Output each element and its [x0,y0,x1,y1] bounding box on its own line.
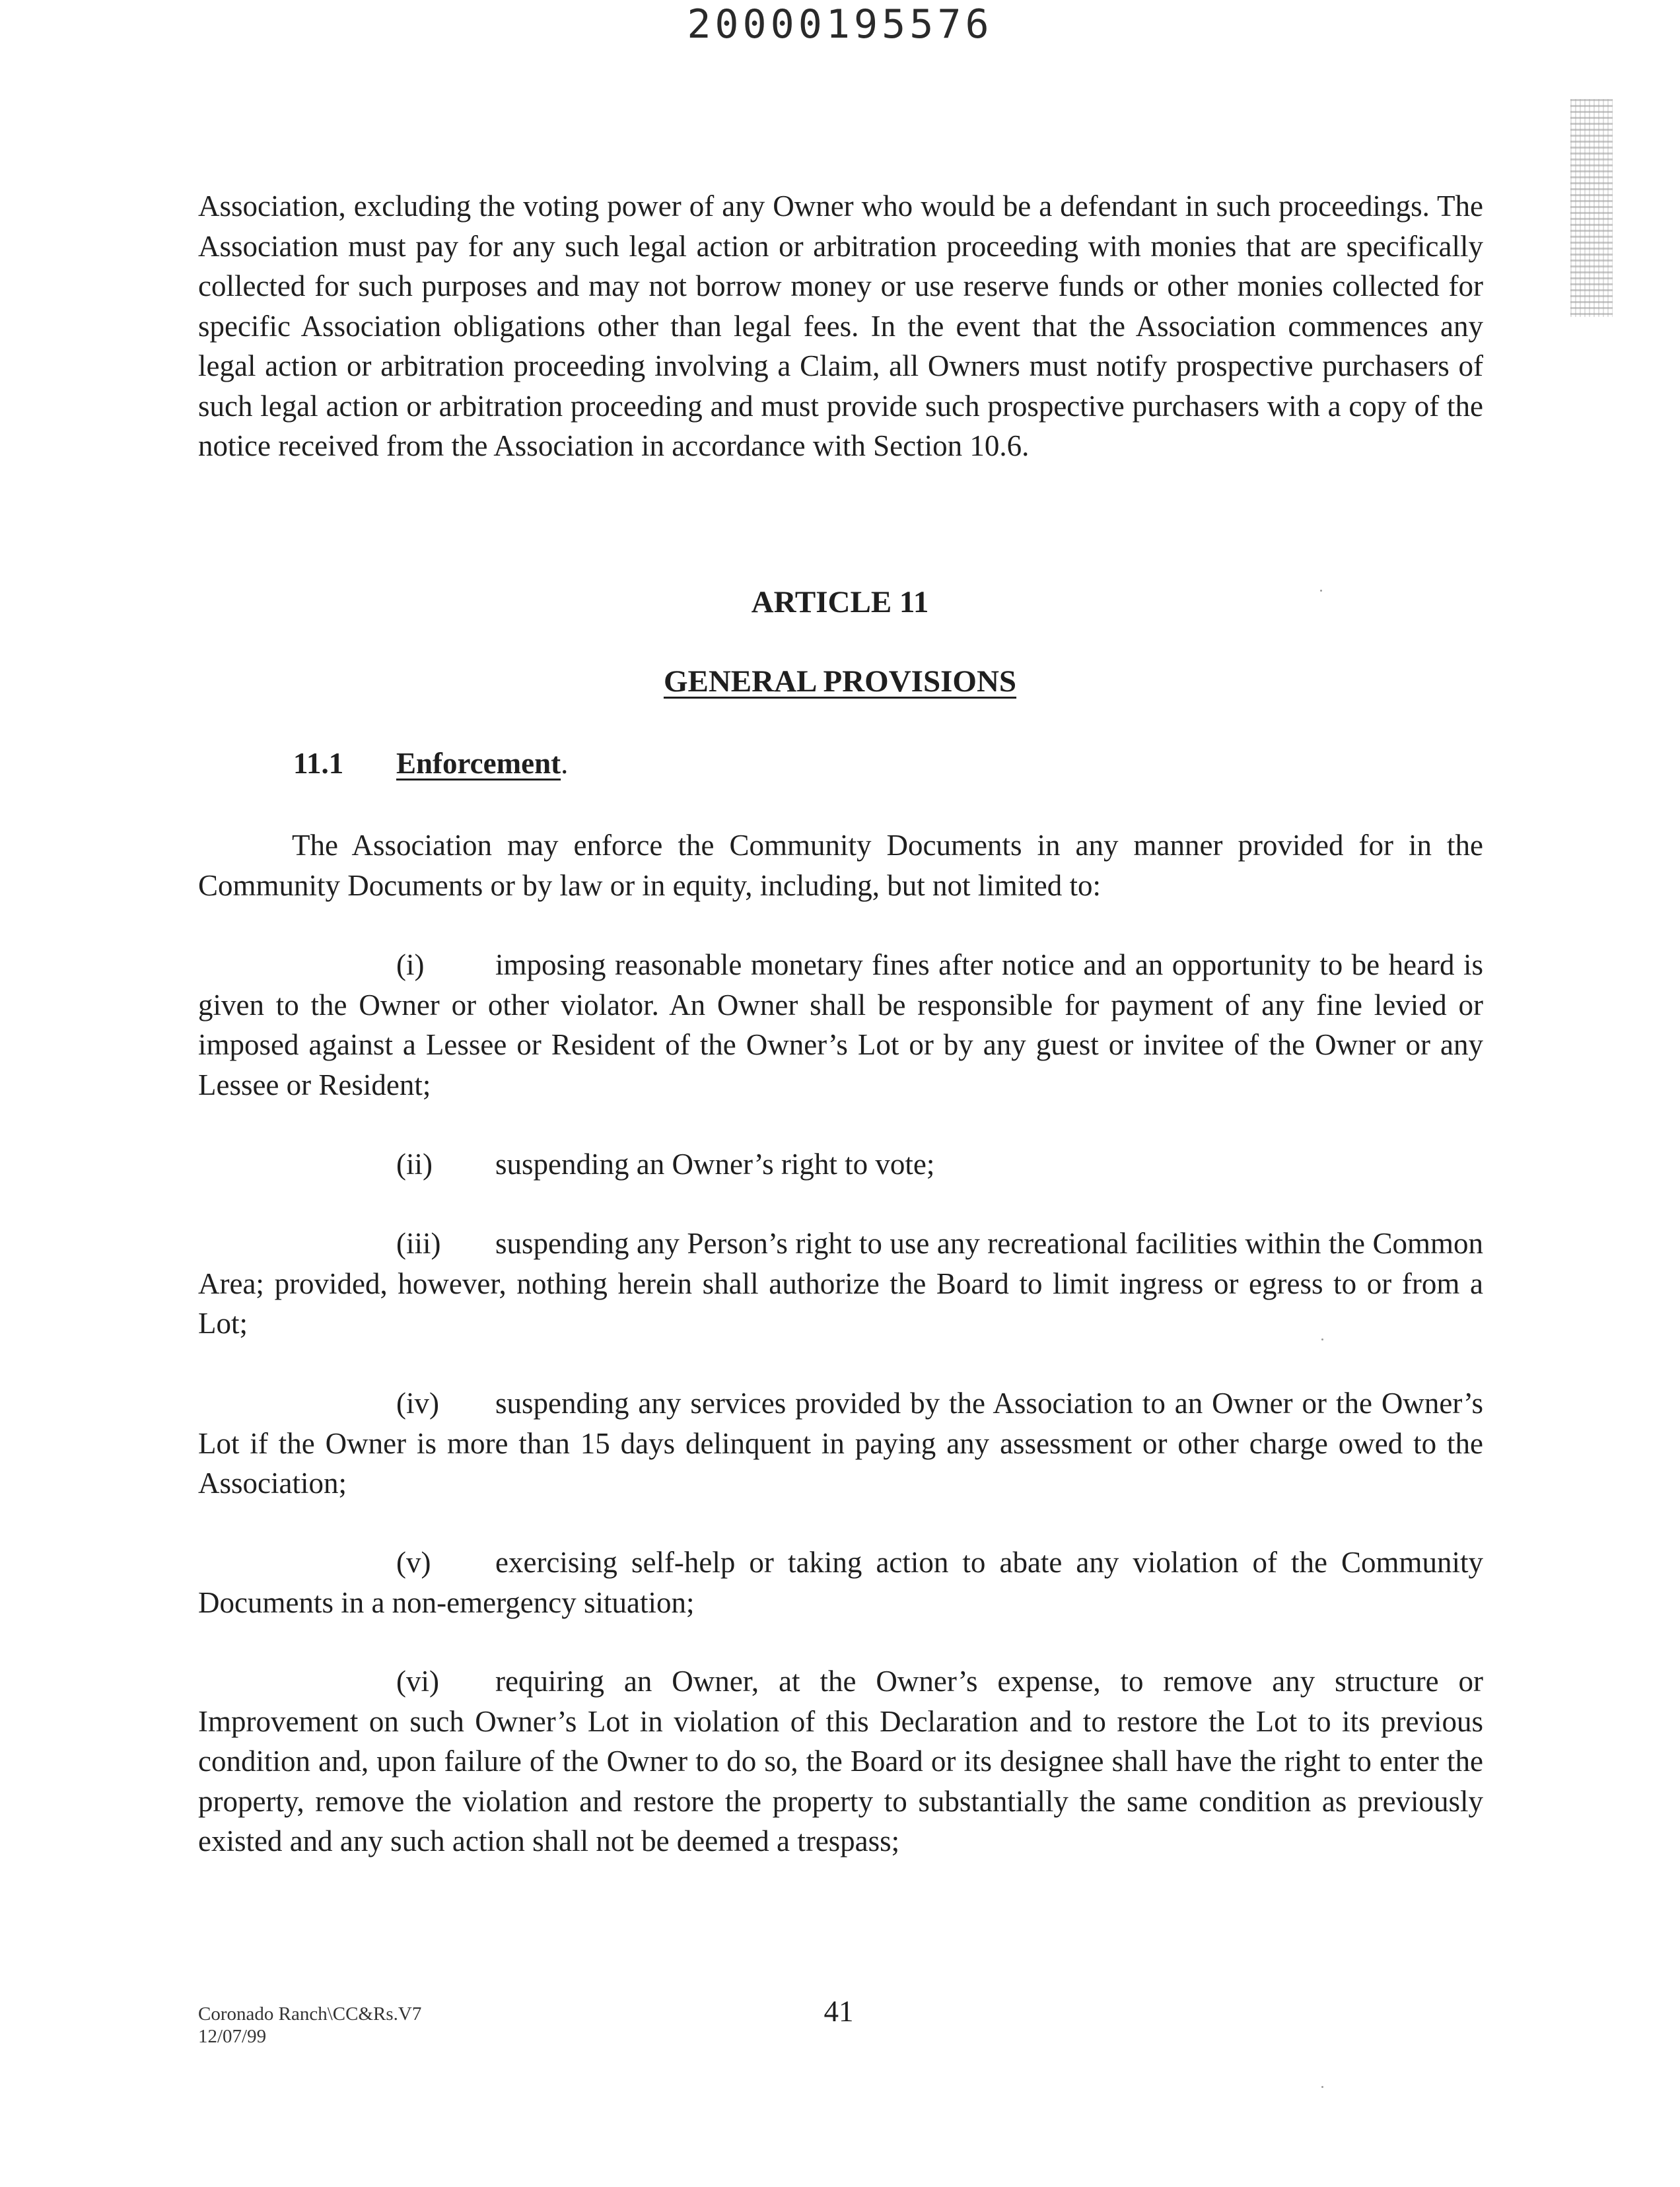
list-item-number: (v) [396,1546,431,1579]
section-title: Enforcement [396,747,561,780]
intro-paragraph-block [198,825,1483,905]
list-item-v [198,1543,1483,1622]
article-title: GENERAL PROVISIONS [663,664,1017,699]
margin-stamp-mark [1570,99,1613,317]
continued-paragraph: Association, excluding the voting power of any Owner who would be a defendant in such proceedings. The Association must pay for any such legal action or arbitration proceeding with monies that are specifically collected for such purposes and may not borrow money or use reserve funds or other monies collected for specific Association obligations other than legal fees. In the event that the Association commences any legal action or arbitration proceeding involving a Claim, all Owners must notify prospective purchasers of such legal action or arbitration proceeding and must provide such prospective purchasers with a copy of the notice received from the Association in accordance with Section 10.6. [198,190,1483,462]
list-item-text: requiring an Owner, at the Owner’s expense, to remove any structure or Improvement on such Owner’s Lot in violation of this Declaration and to restore the Lot to its previous condition and, upon failure of the Owner to do so, the Board or its designee shall have the right to enter the property, remove the violation and restore the property to substantially the same condition as previously existed and any such action shall not be deemed a trespass; [198,1665,1483,1857]
article-label: ARTICLE 11 [751,585,929,619]
list-item-i [198,945,1483,1105]
list-item-number: (i) [396,948,425,981]
section-number: 11.1 [293,747,344,780]
footer-file-path: Coronado Ranch\CC&Rs.V7 [198,2003,422,2025]
section-heading [293,746,568,781]
list-item-text: exercising self-help or taking action to abate any violation of the Community Documents in a non-emergency situation; [198,1546,1483,1619]
footer-file-info [198,2003,421,2048]
list-item-text: suspending any services provided by the Association to an Owner or the Owner’s Lot if the Owner is more than 15 days delinquent in paying any assessment or other charge owed to the Association; [198,1387,1483,1500]
document-number: 20000195576 [687,1,993,48]
list-item-text: suspending an Owner’s right to vote; [495,1148,935,1181]
list-item-vi [198,1661,1483,1861]
continued-paragraph-block [198,186,1483,466]
list-item-number: (iii) [396,1227,441,1260]
list-item-number: (vi) [396,1665,439,1698]
list-item-text: imposing reasonable monetary fines after notice and an opportunity to be heard is given to the Owner or other violator. An Owner shall be responsible for payment of any fine levied or imposed against a Lessee or Resident of the Owner’s Lot or by any guest or invitee of the Owner or any Lessee or Resident; [198,948,1483,1101]
section-title-period: . [561,747,569,780]
list-item-text: suspending any Person’s right to use any recreational facilities within the Common Area; provided, however, nothing herein shall authorize the Board to limit ingress or egress to or from a Lot; [198,1227,1483,1340]
footer-date: 12/07/99 [198,2026,267,2047]
list-item-iii [198,1224,1483,1344]
list-item-number: (iv) [396,1387,439,1420]
scan-speck [1320,590,1322,592]
intro-paragraph: The Association may enforce the Community Documents in any manner provided for in the Community Documents or by law or in equity, including, but not limited to: [198,829,1483,902]
scan-speck [1321,2086,1323,2088]
list-item-number: (ii) [396,1148,433,1181]
list-item-iv [198,1383,1483,1504]
scan-speck [1321,1338,1323,1340]
page-number: 41 [823,1995,854,2028]
list-item-ii [198,1144,1483,1185]
